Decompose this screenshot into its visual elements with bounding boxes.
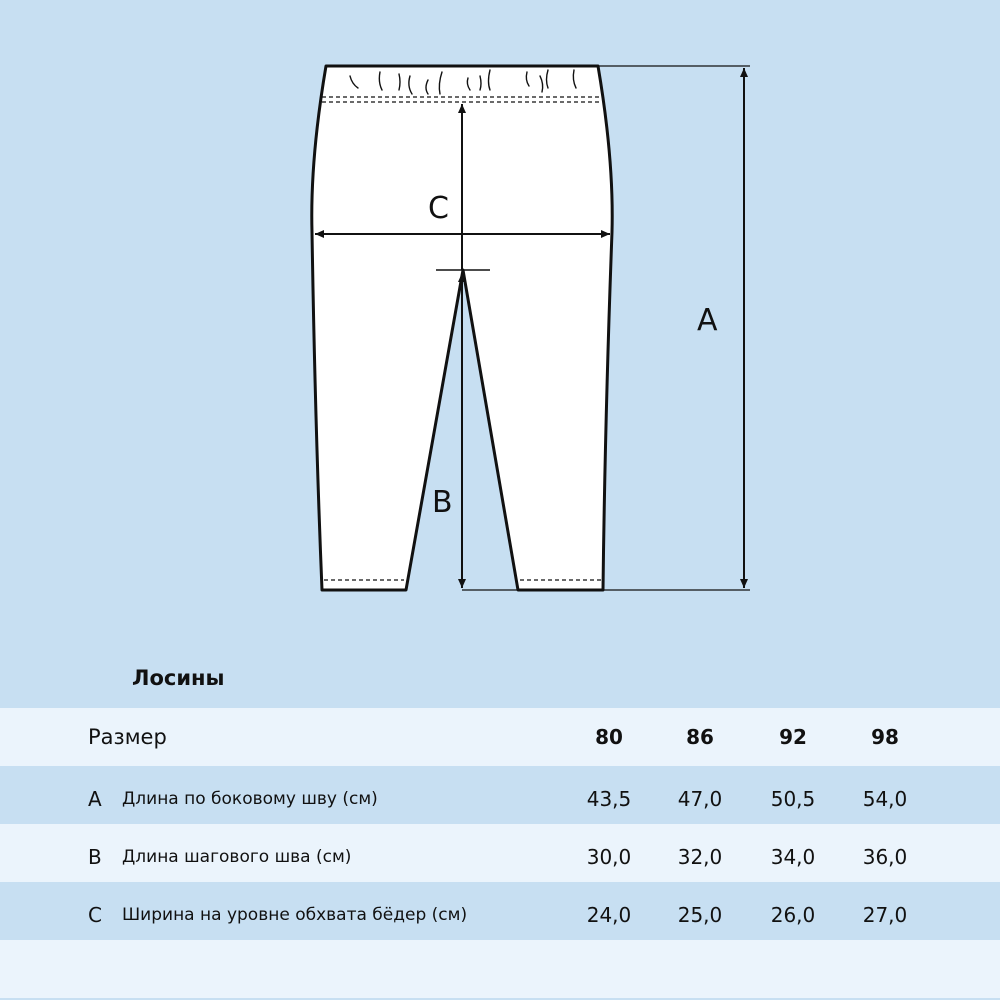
- table-row: [0, 882, 1000, 940]
- row-label: Ширина на уровне обхвата бёдер (см): [122, 905, 468, 925]
- dimension-a-label: A: [697, 303, 718, 338]
- table-row: [0, 766, 1000, 824]
- table-row: [0, 824, 1000, 882]
- size-86: 86: [686, 725, 714, 749]
- value-cell: 43,5: [586, 787, 632, 811]
- row-letter: C: [88, 903, 102, 927]
- value-cell: 32,0: [677, 845, 723, 869]
- size-92: 92: [779, 725, 807, 749]
- value-cell: 54,0: [862, 787, 908, 811]
- value-cell: 30,0: [586, 845, 632, 869]
- size-80: 80: [595, 725, 623, 749]
- table-header-row: [0, 708, 1000, 766]
- value-cell: 25,0: [677, 903, 723, 927]
- value-cell: 47,0: [677, 787, 723, 811]
- value-cell: 26,0: [770, 903, 816, 927]
- row-label: Длина шагового шва (см): [122, 847, 352, 867]
- value-cell: 27,0: [862, 903, 908, 927]
- row-label: Длина по боковому шву (см): [122, 789, 378, 809]
- row-letter: B: [88, 845, 102, 869]
- dimension-b-label: B: [432, 485, 453, 520]
- value-cell: 34,0: [770, 845, 816, 869]
- size-header-label: Размер: [88, 725, 167, 749]
- dimension-c-label: C: [428, 191, 449, 226]
- size-table: [0, 708, 1000, 998]
- product-title: Лосины: [132, 666, 225, 690]
- value-cell: 36,0: [862, 845, 908, 869]
- row-letter: A: [88, 787, 102, 811]
- value-cell: 50,5: [770, 787, 816, 811]
- value-cell: 24,0: [586, 903, 632, 927]
- size-98: 98: [871, 725, 899, 749]
- table-footer-row: [0, 940, 1000, 998]
